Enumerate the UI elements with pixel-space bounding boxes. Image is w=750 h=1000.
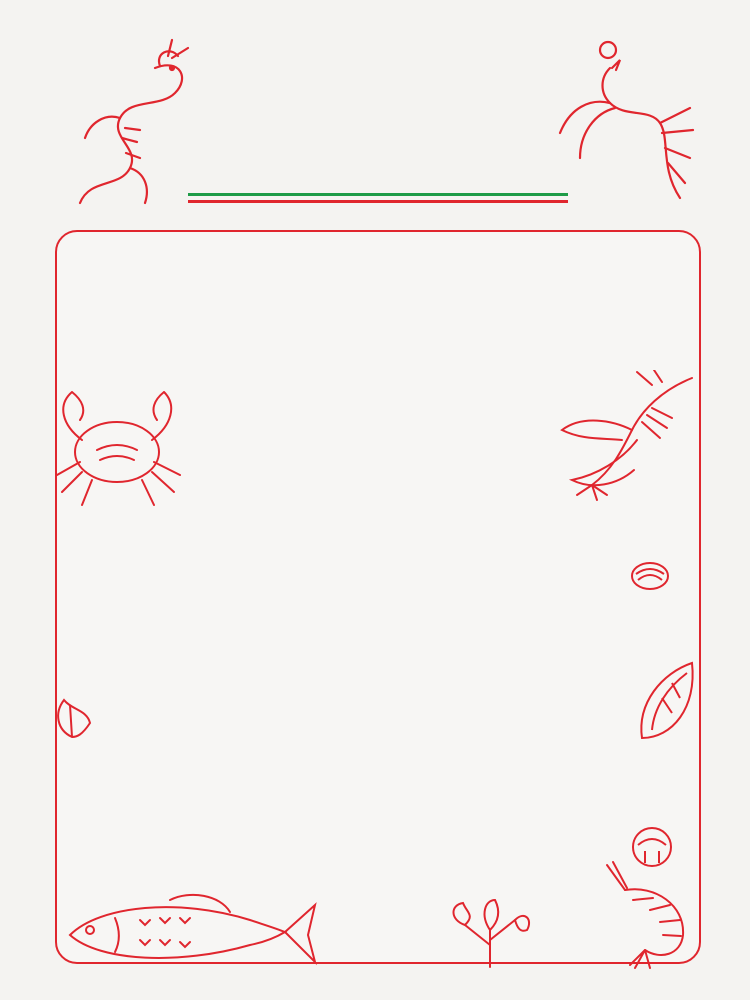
shrimp-icon (605, 860, 700, 970)
leaf-icon (52, 695, 92, 740)
phoenix-icon (550, 38, 695, 213)
clam-icon (630, 560, 670, 592)
dragon-icon (60, 38, 195, 213)
lobster-icon (552, 370, 697, 505)
menu-panel (55, 230, 701, 964)
fish-icon (60, 890, 320, 970)
divider-green (188, 193, 568, 196)
leaf-icon (445, 895, 535, 970)
mussel-icon (632, 658, 702, 748)
crab-icon (52, 380, 187, 510)
divider-red (188, 200, 568, 203)
